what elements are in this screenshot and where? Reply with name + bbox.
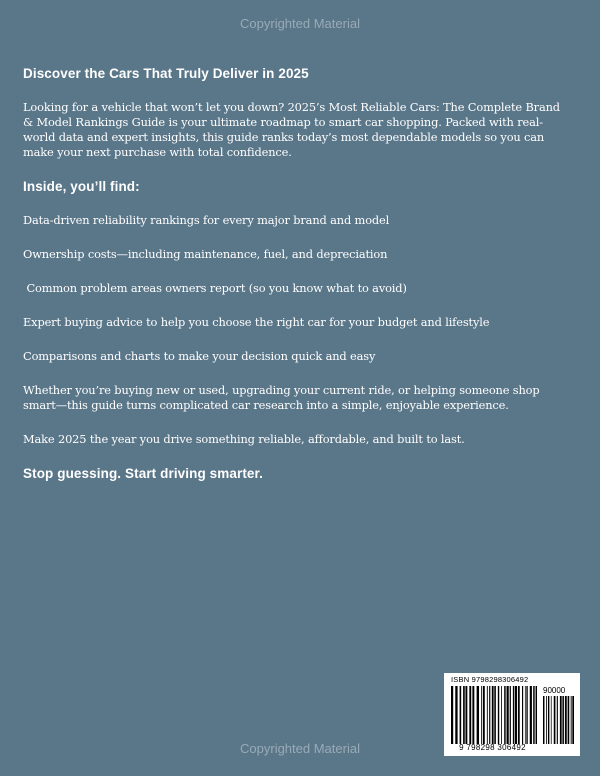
list-item: Data-driven reliability rankings for every major brand and model [23, 213, 390, 227]
isbn-digits: 9 798298 306492 [459, 743, 526, 752]
closing-paragraph: Make 2025 the year you drive something reliable, affordable, and built to last. [23, 432, 465, 446]
watermark-top: Copyrighted Material [240, 16, 360, 31]
barcode-bars [451, 686, 537, 744]
barcode-add-on-bars [543, 696, 574, 744]
watermark-bottom: Copyrighted Material [240, 741, 360, 756]
barcode-add-on-number: 90000 [543, 686, 566, 695]
final-heading: Stop guessing. Start driving smarter. [23, 466, 264, 481]
feature-list [23, 213, 573, 364]
list-item: Ownership costs—including maintenance, fuel, and depreciation [23, 247, 388, 261]
intro-heading: Discover the Cars That Truly Deliver in 2025 [23, 66, 309, 81]
outro-paragraph: Whether you’re buying new or used, upgrading your current ride, or helping someone shop smart—this guide turns complicated car research into a simple, enjoyable experience. [23, 383, 540, 412]
back-cover-text [23, 66, 573, 500]
list-item: Comparisons and charts to make your decision quick and easy [23, 349, 376, 363]
inside-heading: Inside, you’ll find: [23, 179, 140, 194]
list-item: Expert buying advice to help you choose the right car for your budget and lifestyle [23, 315, 490, 329]
intro-paragraph: Looking for a vehicle that won’t let you down? 2025’s Most Reliable Cars: The Complete Brand & Model Rankings Guide is your ultimate roadmap to smart car shopping. Packed with real-world data and expert insights, this guide ranks today’s most dependable models so you can make your next purchase with total confidence. [23, 100, 560, 159]
list-item: Common problem areas owners report (so you know what to avoid) [23, 281, 407, 295]
isbn-label: ISBN 9798298306492 [451, 675, 529, 684]
